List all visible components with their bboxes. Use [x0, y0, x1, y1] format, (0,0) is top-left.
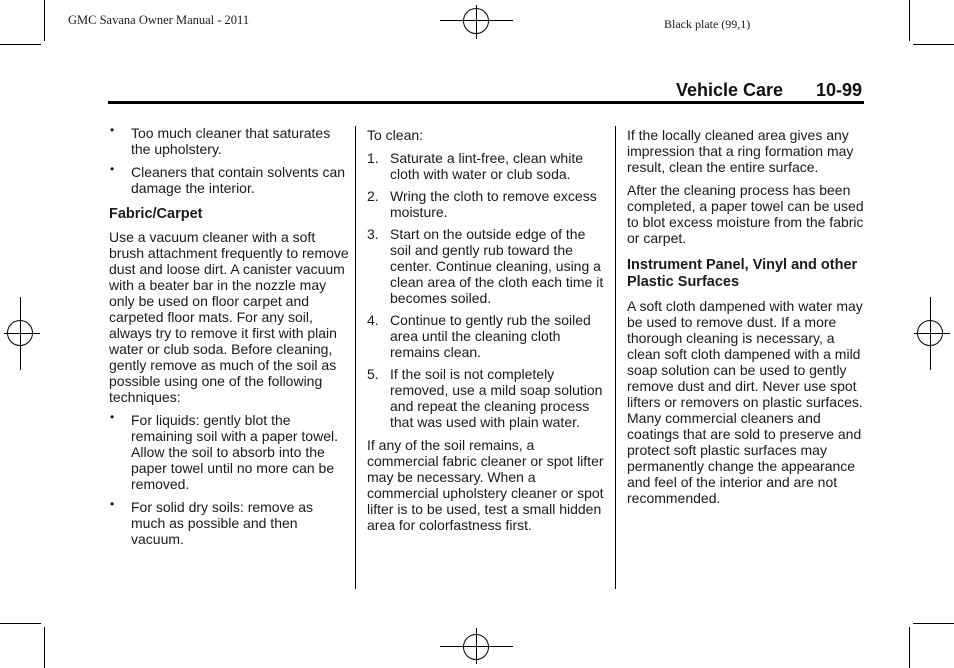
- bullet-icon: •: [110, 497, 115, 511]
- steps-list: [367, 150, 607, 430]
- heading-fabric-carpet: Fabric/Carpet: [109, 206, 203, 222]
- list-item: 2. Wring the cloth to remove excess moisture.: [367, 188, 597, 220]
- page-number: 10-99: [816, 80, 863, 100]
- column-divider: [355, 126, 356, 589]
- header-rule: [108, 101, 864, 104]
- crop-mark: [44, 627, 45, 668]
- crop-mark: [913, 44, 954, 45]
- crop-mark: [44, 0, 45, 41]
- list-item: • For solid dry soils: remove as much as possible and then vacuum.: [110, 497, 314, 547]
- list-item: • For liquids: gently blot the remaining soil with a paper towel. Allow the soil to absorb into the paper towel until no more can be removed.: [110, 410, 338, 492]
- list-item: 5. If the soil is not completely removed, use a mild soap solution and repeat the cleaning process that was used with plain water.: [367, 366, 603, 430]
- list-item: • Too much cleaner that saturates the upholstery.: [110, 123, 331, 157]
- section-title: Vehicle Care: [676, 80, 784, 100]
- list-item: • Cleaners that contain solvents can damage the interior.: [110, 162, 346, 196]
- paragraph: If the locally cleaned area gives any impression that a ring formation may result, clean the entire surface.: [627, 127, 854, 175]
- bullet-icon: •: [110, 410, 115, 424]
- bullet-list: [109, 412, 349, 547]
- column-2: [367, 127, 607, 540]
- manual-title: GMC Savana Owner Manual - 2011: [68, 13, 250, 27]
- paragraph: Use a vacuum cleaner with a soft brush attachment frequently to remove dust and loose dirt. A canister vacuum with a beater bar in the nozzle may only be used on floor carpet and carpeted floor mats. For any soil, always try to remove it first with plain water or club soda. Before cleaning, gently remove as much of the soil as possible using one of the following techniques:: [109, 229, 349, 405]
- column-1: [109, 125, 349, 554]
- crop-mark: [0, 623, 41, 624]
- intro-text: To clean:: [367, 127, 424, 143]
- list-item: 1. Saturate a lint-free, clean white cloth with water or club soda.: [367, 150, 583, 182]
- paragraph: A soft cloth dampened with water may be used to remove dust. If a more thorough cleaning is necessary, a clean soft cloth dampened with a mild soap solution can be used to gently remove dust and dirt. Never use spot lifters or removers on plastic surfaces. Many commercial cleaners and coatings that are sold to preserve and protect soft plastic surfaces may permanently change the appearance and feel of the interior and are not recommended.: [627, 298, 863, 506]
- list-item: 3. Start on the outside edge of the soil and gently rub toward the center. Continue cleaning, using a clean area of the cloth each time it becomes soiled.: [367, 226, 604, 306]
- column-divider: [615, 126, 616, 589]
- bullet-icon: •: [110, 162, 115, 176]
- crop-mark: [913, 623, 954, 624]
- crop-mark: [0, 44, 41, 45]
- column-3: [627, 127, 867, 513]
- paragraph: After the cleaning process has been completed, a paper towel can be used to blot excess moisture from the fabric or carpet.: [627, 182, 864, 246]
- plate-label: Black plate (99,1): [664, 17, 751, 31]
- crop-mark: [909, 0, 910, 41]
- list-item: 4. Continue to gently rub the soiled area until the cleaning cloth remains clean.: [367, 312, 591, 360]
- paragraph: If any of the soil remains, a commercial fabric cleaner or spot lifter may be necessary. When a commercial upholstery cleaner or spot lifter is to be used, test a small hidden area for colorfastness first.: [367, 437, 604, 533]
- bullet-icon: •: [110, 123, 115, 137]
- heading-instrument-panel: Instrument Panel, Vinyl and other Plastic Surfaces: [627, 257, 858, 290]
- crop-mark: [909, 627, 910, 668]
- bullet-list: [109, 125, 349, 196]
